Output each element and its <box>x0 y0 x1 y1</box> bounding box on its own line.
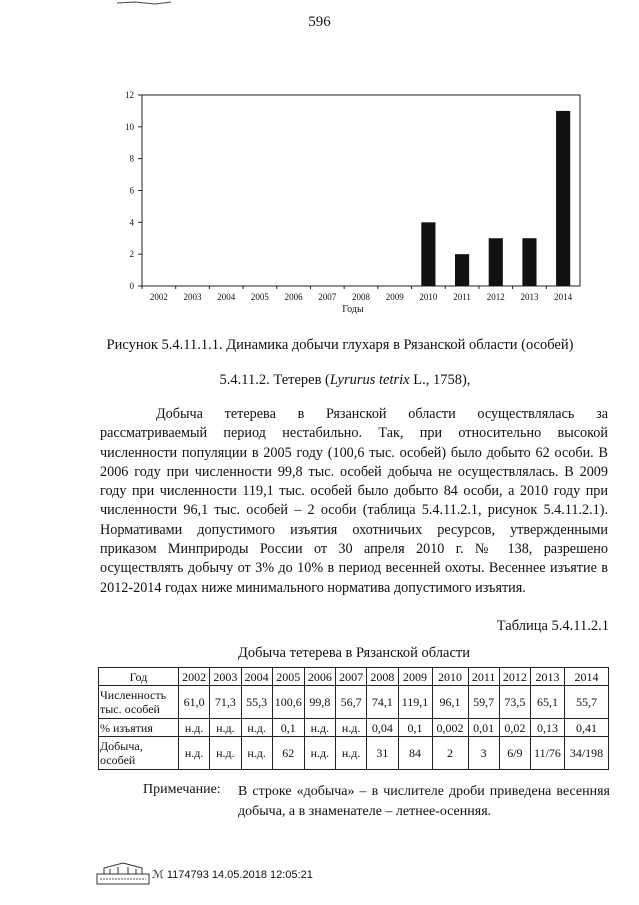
table-row-header: Добыча, особей <box>99 737 179 770</box>
table-cell: 0,01 <box>468 719 499 737</box>
x-tick-label: 2007 <box>318 292 337 302</box>
x-tick-label: 2006 <box>284 292 303 302</box>
table-cell: 0,02 <box>499 719 530 737</box>
bar <box>522 238 536 286</box>
table-header-year: 2014 <box>565 668 609 686</box>
bar <box>455 254 469 286</box>
table-cell: 62 <box>272 737 304 770</box>
table-header-year: 2005 <box>272 668 304 686</box>
y-tick-label: 2 <box>129 249 134 260</box>
note-text: В строке «добыча» – в числителе дроби приведена весенняя добыча, а в знаменателе – летнее-осенняя. <box>238 784 610 819</box>
body-paragraph <box>100 405 608 598</box>
table-cell: 31 <box>367 737 398 770</box>
y-tick-label: 8 <box>129 153 134 164</box>
organization-stamp-icon <box>96 862 150 886</box>
table-row <box>99 719 609 737</box>
y-tick-label: 10 <box>125 121 134 132</box>
table-header-year: 2010 <box>432 668 468 686</box>
x-tick-label: 2003 <box>183 292 202 302</box>
table-header-year: 2008 <box>367 668 398 686</box>
y-tick-label: 6 <box>129 185 134 196</box>
table-cell: 55,7 <box>565 686 609 719</box>
table-row-header: % изъятия <box>99 719 179 737</box>
table-cell: н.д. <box>210 737 241 770</box>
table-cell: 84 <box>398 737 432 770</box>
table-cell: н.д. <box>210 719 241 737</box>
scan-mark <box>115 0 175 8</box>
page-number: 596 <box>308 14 331 30</box>
table-cell: 59,7 <box>468 686 499 719</box>
table-cell: 96,1 <box>432 686 468 719</box>
table-header-year: 2006 <box>304 668 335 686</box>
table-header-year: 2007 <box>336 668 367 686</box>
y-tick-label: 0 <box>129 281 134 291</box>
section-heading <box>70 372 620 389</box>
table-cell: н.д. <box>304 737 335 770</box>
figure-caption: Рисунок 5.4.11.1.1. Динамика добычи глухаря в Рязанской области (особей) <box>106 337 574 353</box>
table-cell: 34/198 <box>565 737 609 770</box>
table-cell: 6/9 <box>499 737 530 770</box>
x-tick-label: 2009 <box>385 292 404 302</box>
table-header-label: Год <box>99 668 179 686</box>
table-cell: 0,04 <box>367 719 398 737</box>
table-cell: 61,0 <box>179 686 210 719</box>
table-header-year: 2009 <box>398 668 432 686</box>
table-cell: 119,1 <box>398 686 432 719</box>
table-label: Таблица 5.4.11.2.1 <box>496 618 609 634</box>
x-axis-label: Годы <box>342 304 364 314</box>
table-cell: н.д. <box>241 737 272 770</box>
table-cell: 74,1 <box>367 686 398 719</box>
table-cell: 0,41 <box>565 719 609 737</box>
table-cell: 0,002 <box>432 719 468 737</box>
heading-suffix: L., 1758), <box>409 372 471 388</box>
table-cell: н.д. <box>336 737 367 770</box>
x-tick-label: 2012 <box>486 292 505 302</box>
note-label: Примечание: <box>143 782 221 797</box>
table-cell: 56,7 <box>336 686 367 719</box>
heading-prefix: 5.4.11.2. Тетерев ( <box>219 372 330 388</box>
heading-latin: Lyrurus tetrix <box>329 372 410 388</box>
table-cell: 99,8 <box>304 686 335 719</box>
table-cell: 55,3 <box>241 686 272 719</box>
body-paragraph-text: Добыча тетерева в Рязанской области осуществлялась за рассматриваемый период нестабильно. Так, при относительно высокой численности популяции в 2005 году (100,6 тыс. особей) было добыто 62 особи. В 2006 году при численности 99,8 тыс. особей добыча не осуществлялась. В 2009 году при численности 119,1 тыс. особей было добыто 84 особи, а 2010 году при численности 96,1 тыс. особей – 2 особи (таблица 5.4.11.2.1, рисунок 5.4.11.2.1). Нормативами допустимого изъятия охотничьих ресурсов, утвержденными приказом Минприроды России от 30 апреля 2010 г. № 138, разрешено осуществлять добычу от 3% до 10% в период весенней охоты. Весеннее изъятие в 2012-2014 годах ниже минимального норматива допустимого изъятия. <box>100 406 608 596</box>
table-header-year: 2003 <box>210 668 241 686</box>
table-cell: н.д. <box>304 719 335 737</box>
x-tick-label: 2005 <box>250 292 269 302</box>
table-title: Добыча тетерева в Рязанской области <box>238 645 470 661</box>
plot-frame <box>142 95 580 286</box>
table-cell: 71,3 <box>210 686 241 719</box>
table-cell: 2 <box>432 737 468 770</box>
table-cell: н.д. <box>179 719 210 737</box>
x-tick-label: 2013 <box>520 292 539 302</box>
table-row <box>99 737 609 770</box>
x-tick-label: 2010 <box>419 292 438 302</box>
x-tick-label: 2004 <box>217 292 236 302</box>
table-header-year: 2004 <box>241 668 272 686</box>
x-tick-label: 2002 <box>149 292 168 302</box>
table-header-year: 2002 <box>179 668 210 686</box>
x-tick-label: 2008 <box>352 292 370 302</box>
table-cell: 11/76 <box>531 737 565 770</box>
bar-chart <box>104 82 604 314</box>
data-table <box>98 667 609 770</box>
table-header-row <box>99 668 609 686</box>
table-header-year: 2012 <box>499 668 530 686</box>
x-tick-label: 2011 <box>453 292 471 302</box>
bar <box>556 111 570 286</box>
signature-mark-icon: ℳ <box>152 869 167 881</box>
table-cell: 65,1 <box>531 686 565 719</box>
table-cell: 73,5 <box>499 686 530 719</box>
table-cell: 3 <box>468 737 499 770</box>
table-cell: н.д. <box>336 719 367 737</box>
bar <box>489 238 503 286</box>
footer-text: 1174793 14.05.2018 12:05:21 <box>166 869 313 881</box>
x-tick-label: 2014 <box>554 292 573 302</box>
footer-document-id <box>152 868 313 881</box>
table-row <box>99 686 609 719</box>
table-row-header: Численность тыс. особей <box>99 686 179 719</box>
table-cell: 0,1 <box>272 719 304 737</box>
table-cell: 100,6 <box>272 686 304 719</box>
y-tick-label: 12 <box>125 90 134 100</box>
table-cell: 0,13 <box>531 719 565 737</box>
table-cell: н.д. <box>179 737 210 770</box>
table-cell: н.д. <box>241 719 272 737</box>
y-tick-label: 4 <box>129 217 134 228</box>
table-header-year: 2011 <box>468 668 499 686</box>
table-header-year: 2013 <box>531 668 565 686</box>
table-cell: 0,1 <box>398 719 432 737</box>
bar <box>421 222 435 286</box>
